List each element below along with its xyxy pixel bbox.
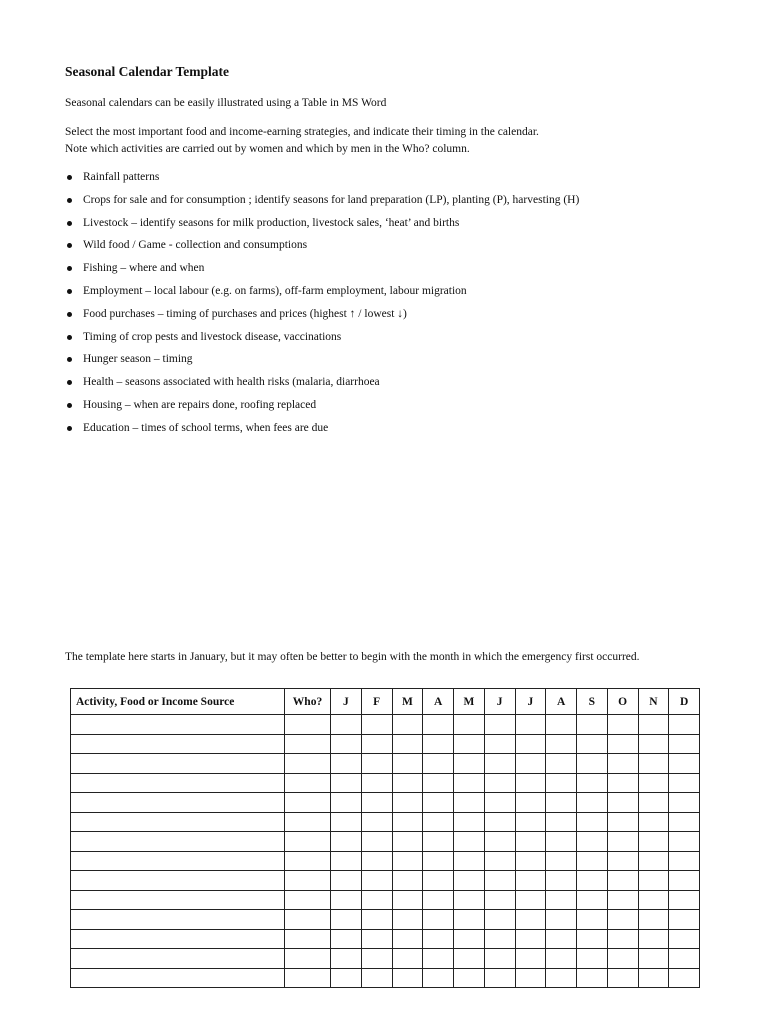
- month-cell[interactable]: [669, 968, 700, 988]
- month-cell[interactable]: [423, 871, 454, 891]
- month-cell[interactable]: [546, 929, 577, 949]
- month-cell[interactable]: [361, 949, 392, 969]
- month-cell[interactable]: [361, 890, 392, 910]
- month-cell[interactable]: [546, 754, 577, 774]
- month-cell[interactable]: [484, 715, 515, 735]
- instruction-paragraph: [65, 124, 705, 158]
- month-cell[interactable]: [392, 715, 423, 735]
- month-cell[interactable]: [515, 832, 546, 852]
- month-cell[interactable]: [669, 812, 700, 832]
- month-cell[interactable]: [515, 715, 546, 735]
- month-cell[interactable]: [454, 832, 485, 852]
- activity-cell[interactable]: [71, 910, 285, 930]
- table-body: [71, 715, 700, 988]
- who-cell[interactable]: [285, 832, 331, 852]
- document-title: Seasonal Calendar Template: [65, 64, 230, 79]
- who-cell[interactable]: [285, 812, 331, 832]
- month-cell[interactable]: [454, 734, 485, 754]
- month-cell[interactable]: [577, 949, 608, 969]
- list-item: Food purchases – timing of purchases and prices (highest ↑ / lowest ↓): [65, 306, 579, 329]
- bullet-dot-icon: [67, 312, 72, 317]
- month-cell[interactable]: [607, 812, 638, 832]
- table-row: [71, 715, 700, 735]
- activity-cell[interactable]: [71, 793, 285, 813]
- month-cell[interactable]: [331, 773, 362, 793]
- month-cell[interactable]: [454, 812, 485, 832]
- month-cell[interactable]: [331, 910, 362, 930]
- month-cell[interactable]: [515, 910, 546, 930]
- month-cell[interactable]: [546, 773, 577, 793]
- bullet-dot-icon: [67, 198, 72, 203]
- table-row: [71, 812, 700, 832]
- month-cell[interactable]: [392, 773, 423, 793]
- month-cell[interactable]: [361, 793, 392, 813]
- month-cell[interactable]: [638, 890, 669, 910]
- table-row: [71, 871, 700, 891]
- month-cell[interactable]: [546, 851, 577, 871]
- month-cell[interactable]: [392, 812, 423, 832]
- month-cell[interactable]: [454, 949, 485, 969]
- month-cell[interactable]: [638, 871, 669, 891]
- month-cell[interactable]: [484, 949, 515, 969]
- month-cell[interactable]: [577, 890, 608, 910]
- month-cell[interactable]: [638, 754, 669, 774]
- month-cell[interactable]: [423, 890, 454, 910]
- month-cell[interactable]: [515, 851, 546, 871]
- month-cell[interactable]: [423, 734, 454, 754]
- month-cell[interactable]: [515, 949, 546, 969]
- month-cell[interactable]: [577, 793, 608, 813]
- who-cell[interactable]: [285, 773, 331, 793]
- month-cell[interactable]: [423, 773, 454, 793]
- month-cell[interactable]: [546, 812, 577, 832]
- table-row: [71, 968, 700, 988]
- month-cell[interactable]: [361, 773, 392, 793]
- month-cell[interactable]: [484, 832, 515, 852]
- header-month: A: [546, 689, 577, 715]
- month-cell[interactable]: [361, 754, 392, 774]
- month-cell[interactable]: [546, 968, 577, 988]
- month-cell[interactable]: [607, 773, 638, 793]
- month-cell[interactable]: [607, 949, 638, 969]
- month-cell[interactable]: [331, 832, 362, 852]
- month-cell[interactable]: [607, 929, 638, 949]
- month-cell[interactable]: [484, 734, 515, 754]
- month-cell[interactable]: [392, 793, 423, 813]
- month-cell[interactable]: [669, 832, 700, 852]
- month-cell[interactable]: [484, 754, 515, 774]
- month-cell[interactable]: [607, 754, 638, 774]
- month-cell[interactable]: [638, 910, 669, 930]
- month-cell[interactable]: [484, 773, 515, 793]
- activity-cell[interactable]: [71, 871, 285, 891]
- month-cell[interactable]: [484, 812, 515, 832]
- month-cell[interactable]: [669, 851, 700, 871]
- table-row: [71, 754, 700, 774]
- month-cell[interactable]: [454, 851, 485, 871]
- header-month: A: [423, 689, 454, 715]
- bullet-dot-icon: [67, 221, 72, 226]
- month-cell[interactable]: [577, 929, 608, 949]
- header-month: J: [515, 689, 546, 715]
- bullet-dot-icon: [67, 403, 72, 408]
- month-cell[interactable]: [638, 929, 669, 949]
- bullet-dot-icon: [67, 426, 72, 431]
- month-cell[interactable]: [638, 715, 669, 735]
- month-cell[interactable]: [484, 793, 515, 813]
- month-cell[interactable]: [454, 715, 485, 735]
- month-cell[interactable]: [669, 871, 700, 891]
- month-cell[interactable]: [577, 871, 608, 891]
- table-row: [71, 929, 700, 949]
- month-cell[interactable]: [423, 754, 454, 774]
- month-cell[interactable]: [546, 832, 577, 852]
- month-cell[interactable]: [607, 715, 638, 735]
- month-cell[interactable]: [577, 734, 608, 754]
- month-cell[interactable]: [669, 793, 700, 813]
- month-cell[interactable]: [392, 851, 423, 871]
- month-cell[interactable]: [361, 734, 392, 754]
- month-cell[interactable]: [392, 734, 423, 754]
- month-cell[interactable]: [546, 890, 577, 910]
- month-cell[interactable]: [454, 929, 485, 949]
- table-row: [71, 851, 700, 871]
- month-cell[interactable]: [454, 793, 485, 813]
- list-item: Education – times of school terms, when fees are due: [65, 420, 579, 443]
- who-cell[interactable]: [285, 968, 331, 988]
- month-cell[interactable]: [607, 910, 638, 930]
- month-cell[interactable]: [423, 832, 454, 852]
- month-cell[interactable]: [607, 871, 638, 891]
- bullet-dot-icon: [67, 289, 72, 294]
- list-item: Hunger season – timing: [65, 351, 579, 374]
- template-note: The template here starts in January, but it may often be better to begin with the month in which the emergency first occurred.: [65, 651, 640, 663]
- month-cell[interactable]: [515, 929, 546, 949]
- month-cell[interactable]: [638, 793, 669, 813]
- list-item: Livestock – identify seasons for milk production, livestock sales, ‘heat’ and births: [65, 215, 579, 238]
- instruction-line-1: Select the most important food and income-earning strategies, and indicate their timing in the calendar.: [65, 126, 539, 138]
- month-cell[interactable]: [577, 910, 608, 930]
- activity-cell[interactable]: [71, 968, 285, 988]
- month-cell[interactable]: [607, 968, 638, 988]
- month-cell[interactable]: [392, 929, 423, 949]
- month-cell[interactable]: [607, 734, 638, 754]
- month-cell[interactable]: [669, 715, 700, 735]
- bullet-list: [65, 169, 579, 443]
- header-month: N: [638, 689, 669, 715]
- month-cell[interactable]: [361, 812, 392, 832]
- month-cell[interactable]: [361, 871, 392, 891]
- month-cell[interactable]: [546, 715, 577, 735]
- month-cell[interactable]: [361, 968, 392, 988]
- month-cell[interactable]: [331, 734, 362, 754]
- month-cell[interactable]: [546, 910, 577, 930]
- month-cell[interactable]: [331, 929, 362, 949]
- month-cell[interactable]: [454, 890, 485, 910]
- header-who: Who?: [285, 689, 331, 715]
- table-row: [71, 890, 700, 910]
- month-cell[interactable]: [331, 812, 362, 832]
- header-month: D: [669, 689, 700, 715]
- activity-cell[interactable]: [71, 890, 285, 910]
- month-cell[interactable]: [515, 754, 546, 774]
- bullet-dot-icon: [67, 175, 72, 180]
- table-row: [71, 734, 700, 754]
- bullet-dot-icon: [67, 335, 72, 340]
- month-cell[interactable]: [484, 871, 515, 891]
- who-cell[interactable]: [285, 890, 331, 910]
- month-cell[interactable]: [484, 929, 515, 949]
- month-cell[interactable]: [423, 793, 454, 813]
- list-item: Crops for sale and for consumption ; identify seasons for land preparation (LP), planting (P), harvesting (H): [65, 192, 579, 215]
- who-cell[interactable]: [285, 929, 331, 949]
- month-cell[interactable]: [423, 949, 454, 969]
- month-cell[interactable]: [638, 812, 669, 832]
- activity-cell[interactable]: [71, 851, 285, 871]
- month-cell[interactable]: [515, 812, 546, 832]
- month-cell[interactable]: [392, 832, 423, 852]
- month-cell[interactable]: [607, 851, 638, 871]
- month-cell[interactable]: [546, 793, 577, 813]
- month-cell[interactable]: [607, 890, 638, 910]
- month-cell[interactable]: [331, 890, 362, 910]
- month-cell[interactable]: [577, 812, 608, 832]
- month-cell[interactable]: [454, 910, 485, 930]
- month-cell[interactable]: [669, 754, 700, 774]
- month-cell[interactable]: [669, 949, 700, 969]
- month-cell[interactable]: [361, 929, 392, 949]
- list-item: Fishing – where and when: [65, 260, 579, 283]
- month-cell[interactable]: [577, 773, 608, 793]
- month-cell[interactable]: [577, 754, 608, 774]
- list-item: Employment – local labour (e.g. on farms), off-farm employment, labour migration: [65, 283, 579, 306]
- month-cell[interactable]: [484, 910, 515, 930]
- activity-cell[interactable]: [71, 949, 285, 969]
- month-cell[interactable]: [361, 851, 392, 871]
- month-cell[interactable]: [638, 773, 669, 793]
- month-cell[interactable]: [638, 968, 669, 988]
- month-cell[interactable]: [423, 812, 454, 832]
- month-cell[interactable]: [515, 871, 546, 891]
- month-cell[interactable]: [669, 910, 700, 930]
- month-cell[interactable]: [515, 793, 546, 813]
- month-cell[interactable]: [454, 871, 485, 891]
- month-cell[interactable]: [546, 949, 577, 969]
- month-cell[interactable]: [454, 773, 485, 793]
- table-header-row: [71, 689, 700, 715]
- who-cell[interactable]: [285, 754, 331, 774]
- activity-cell[interactable]: [71, 715, 285, 735]
- month-cell[interactable]: [638, 851, 669, 871]
- who-cell[interactable]: [285, 910, 331, 930]
- header-month: M: [454, 689, 485, 715]
- header-month: F: [361, 689, 392, 715]
- month-cell[interactable]: [638, 949, 669, 969]
- month-cell[interactable]: [392, 968, 423, 988]
- month-cell[interactable]: [331, 754, 362, 774]
- month-cell[interactable]: [577, 968, 608, 988]
- bullet-dot-icon: [67, 243, 72, 248]
- who-cell[interactable]: [285, 793, 331, 813]
- bullet-dot-icon: [67, 357, 72, 362]
- month-cell[interactable]: [484, 890, 515, 910]
- month-cell[interactable]: [454, 754, 485, 774]
- month-cell[interactable]: [669, 734, 700, 754]
- month-cell[interactable]: [423, 929, 454, 949]
- seasonal-calendar-table: [70, 688, 700, 988]
- month-cell[interactable]: [392, 871, 423, 891]
- table-row: [71, 910, 700, 930]
- month-cell[interactable]: [577, 715, 608, 735]
- month-cell[interactable]: [454, 968, 485, 988]
- month-cell[interactable]: [331, 851, 362, 871]
- bullet-dot-icon: [67, 380, 72, 385]
- intro-paragraph: Seasonal calendars can be easily illustrated using a Table in MS Word: [65, 97, 387, 109]
- activity-cell[interactable]: [71, 754, 285, 774]
- activity-cell[interactable]: [71, 812, 285, 832]
- month-cell[interactable]: [546, 871, 577, 891]
- month-cell[interactable]: [423, 715, 454, 735]
- activity-cell[interactable]: [71, 734, 285, 754]
- month-cell[interactable]: [577, 832, 608, 852]
- month-cell[interactable]: [331, 715, 362, 735]
- month-cell[interactable]: [577, 851, 608, 871]
- header-month: S: [577, 689, 608, 715]
- month-cell[interactable]: [669, 773, 700, 793]
- who-cell[interactable]: [285, 715, 331, 735]
- month-cell[interactable]: [331, 871, 362, 891]
- who-cell[interactable]: [285, 851, 331, 871]
- month-cell[interactable]: [331, 793, 362, 813]
- list-item: Wild food / Game - collection and consumptions: [65, 237, 579, 260]
- month-cell[interactable]: [484, 851, 515, 871]
- month-cell[interactable]: [392, 949, 423, 969]
- month-cell[interactable]: [515, 890, 546, 910]
- list-item: Health – seasons associated with health risks (malaria, diarrhoea: [65, 374, 579, 397]
- month-cell[interactable]: [515, 773, 546, 793]
- month-cell[interactable]: [638, 832, 669, 852]
- header-month: O: [607, 689, 638, 715]
- table-row: [71, 949, 700, 969]
- list-item: Rainfall patterns: [65, 169, 579, 192]
- month-cell[interactable]: [607, 832, 638, 852]
- month-cell[interactable]: [515, 968, 546, 988]
- month-cell[interactable]: [331, 968, 362, 988]
- month-cell[interactable]: [423, 968, 454, 988]
- month-cell[interactable]: [361, 910, 392, 930]
- month-cell[interactable]: [331, 949, 362, 969]
- month-cell[interactable]: [484, 968, 515, 988]
- list-item: Housing – when are repairs done, roofing replaced: [65, 397, 579, 420]
- month-cell[interactable]: [392, 910, 423, 930]
- header-month: M: [392, 689, 423, 715]
- month-cell[interactable]: [423, 851, 454, 871]
- month-cell[interactable]: [669, 929, 700, 949]
- header-month: J: [331, 689, 362, 715]
- month-cell[interactable]: [423, 910, 454, 930]
- instruction-line-2: Note which activities are carried out by women and which by men in the Who? column.: [65, 143, 470, 155]
- month-cell[interactable]: [361, 715, 392, 735]
- who-cell[interactable]: [285, 871, 331, 891]
- table-row: [71, 793, 700, 813]
- table-row: [71, 832, 700, 852]
- month-cell[interactable]: [361, 832, 392, 852]
- month-cell[interactable]: [607, 793, 638, 813]
- activity-cell[interactable]: [71, 832, 285, 852]
- month-cell[interactable]: [638, 734, 669, 754]
- who-cell[interactable]: [285, 734, 331, 754]
- header-month: J: [484, 689, 515, 715]
- month-cell[interactable]: [515, 734, 546, 754]
- table-row: [71, 773, 700, 793]
- month-cell[interactable]: [392, 754, 423, 774]
- month-cell[interactable]: [669, 890, 700, 910]
- activity-cell[interactable]: [71, 773, 285, 793]
- activity-cell[interactable]: [71, 929, 285, 949]
- list-item: Timing of crop pests and livestock disease, vaccinations: [65, 329, 579, 352]
- header-activity: Activity, Food or Income Source: [71, 689, 285, 715]
- month-cell[interactable]: [546, 734, 577, 754]
- bullet-dot-icon: [67, 266, 72, 271]
- month-cell[interactable]: [392, 890, 423, 910]
- who-cell[interactable]: [285, 949, 331, 969]
